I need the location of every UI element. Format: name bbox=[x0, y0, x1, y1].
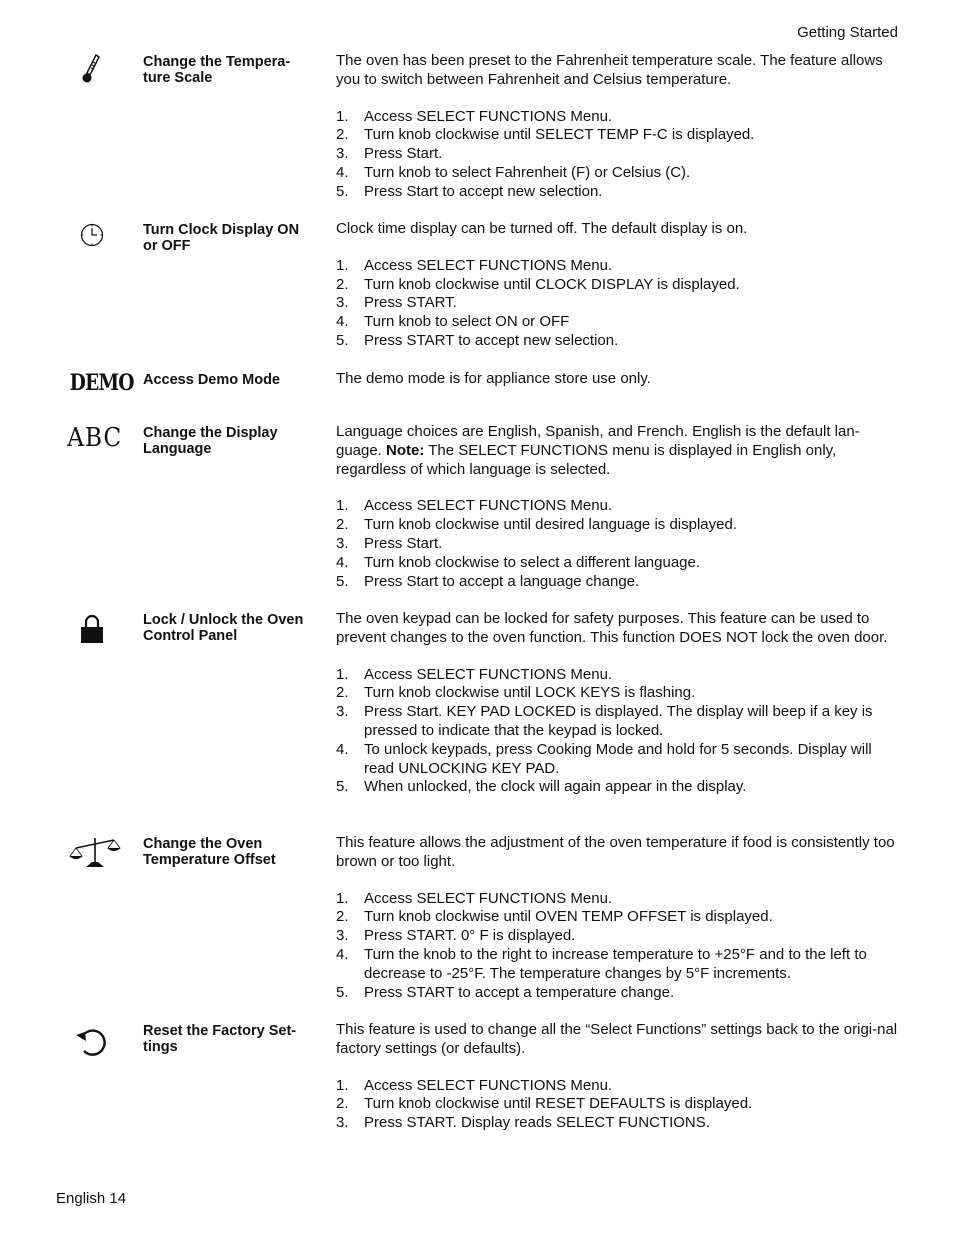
step-item: 1. Access SELECT FUNCTIONS Menu. bbox=[336, 107, 613, 125]
step-item: 5. Press Start to accept new selection. bbox=[336, 182, 603, 200]
step-item: 1. Access SELECT FUNCTIONS Menu. bbox=[336, 256, 613, 274]
section-title bbox=[143, 836, 323, 868]
demo-icon-label: DEMO bbox=[69, 370, 134, 396]
note-label: Note: bbox=[386, 441, 425, 459]
section-title bbox=[143, 1023, 323, 1055]
step-item: 2. Turn knob clockwise until SELECT TEMP F-C is displayed. bbox=[336, 126, 755, 144]
step-item: 2. Turn knob clockwise until desired language is displayed. bbox=[336, 516, 737, 534]
step-item: 2. Turn knob clockwise until OVEN TEMP OFFSET is displayed. bbox=[336, 908, 773, 926]
step-item: 2. Turn knob clockwise until RESET DEFAULTS is displayed. bbox=[336, 1095, 753, 1113]
clock-icon bbox=[62, 222, 122, 262]
demo-icon bbox=[64, 370, 134, 410]
step-item: 3. Press START. Display reads SELECT FUNCTIONS. bbox=[336, 1114, 710, 1132]
step-item: 2. Turn knob clockwise until CLOCK DISPLAY is displayed. bbox=[336, 275, 740, 293]
section-body bbox=[336, 370, 901, 407]
step-item: 3. Press Start. bbox=[336, 145, 443, 163]
section-title bbox=[143, 372, 323, 388]
section-intro: Language choices are English, Spanish, and French. English is the default lan-guage. Note: The SELECT FUNCTIONS menu is displayed in English only, regardless of which language is selected. bbox=[336, 423, 860, 478]
title-line: Reset the Factory Set- tings bbox=[143, 1023, 297, 1055]
title-line: Access Demo Mode bbox=[143, 372, 280, 388]
step-list bbox=[336, 257, 901, 351]
step-list bbox=[336, 1077, 901, 1133]
abc-icon bbox=[64, 423, 128, 463]
section-body bbox=[336, 1021, 901, 1133]
step-item: 4. Turn knob to select ON or OFF bbox=[336, 313, 570, 331]
section-title bbox=[143, 222, 323, 254]
step-item: 2. Turn knob clockwise until LOCK KEYS is flashing. bbox=[336, 684, 696, 702]
step-item: 4. Turn knob clockwise to select a different language. bbox=[336, 553, 701, 571]
section-intro: This feature allows the adjustment of the oven temperature if food is consistently too brown or too light. bbox=[336, 834, 895, 870]
step-item: 5. Press START to accept new selection. bbox=[336, 331, 619, 349]
step-item: 1. Access SELECT FUNCTIONS Menu. bbox=[336, 889, 613, 907]
page-header: Getting Started bbox=[797, 24, 898, 41]
step-item: 5. Press START to accept a temperature change. bbox=[336, 983, 675, 1001]
step-item: 4. Turn knob to select Fahrenheit (F) or Celsius (C). bbox=[336, 163, 691, 181]
section-body bbox=[336, 423, 901, 591]
section-title bbox=[143, 612, 323, 644]
step-item: 1. Access SELECT FUNCTIONS Menu. bbox=[336, 497, 613, 515]
step-list bbox=[336, 497, 901, 591]
step-item: 1. Access SELECT FUNCTIONS Menu. bbox=[336, 665, 613, 683]
thermometer-icon bbox=[62, 52, 122, 92]
abc-icon-label: ABC bbox=[67, 423, 123, 453]
lock-icon bbox=[62, 614, 122, 654]
step-item: 4. Turn the knob to the right to increase temperature to +25°F and to the left to decrease to -25°F. The temperature changes by 5°F increments. bbox=[336, 945, 867, 982]
title-line: Change the Display Language bbox=[143, 425, 278, 457]
step-item: 3. Press Start. bbox=[336, 534, 443, 552]
section-intro: Clock time display can be turned off. The default display is on. bbox=[336, 220, 748, 237]
section-body bbox=[336, 834, 901, 1002]
reset-icon bbox=[62, 1025, 122, 1065]
section-body bbox=[336, 52, 901, 202]
step-item: 1. Access SELECT FUNCTIONS Menu. bbox=[336, 1076, 613, 1094]
step-list bbox=[336, 108, 901, 202]
step-item: 5. Press Start to accept a language change. bbox=[336, 572, 640, 590]
step-item: 3. Press START. 0° F is displayed. bbox=[336, 927, 576, 945]
section-intro: The demo mode is for appliance store use only. bbox=[336, 370, 651, 387]
title-line: Turn Clock Display ON or OFF bbox=[143, 222, 300, 254]
title-line: Lock / Unlock the Oven Control Panel bbox=[143, 612, 304, 644]
balance-scale-icon bbox=[64, 834, 126, 874]
step-item: 5. When unlocked, the clock will again appear in the display. bbox=[336, 778, 747, 796]
step-list bbox=[336, 890, 901, 1003]
section-intro: This feature is used to change all the “Select Functions” settings back to the origi-nal factory settings (or defaults). bbox=[336, 1021, 898, 1057]
step-item: 3. Press START. bbox=[336, 294, 457, 312]
title-line: Change the Oven Temperature Offset bbox=[143, 836, 276, 868]
section-intro: The oven has been preset to the Fahrenheit temperature scale. The feature allows you to switch between Fahrenheit and Celsius temperature. bbox=[336, 52, 883, 88]
page-footer: English 14 bbox=[56, 1190, 127, 1207]
section-body bbox=[336, 610, 901, 797]
section-body bbox=[336, 220, 901, 351]
section-title bbox=[143, 54, 323, 86]
section-intro: The oven keypad can be locked for safety purposes. This feature can be used to prevent changes to the oven function. This function DOES NOT lock the oven door. bbox=[336, 610, 888, 646]
title-line: Change the Tempera- ture Scale bbox=[143, 54, 291, 86]
step-item: 3. Press Start. KEY PAD LOCKED is displayed. The display will beep if a key is pressed to indicate that the keypad is locked. bbox=[336, 703, 873, 739]
step-item: 4. To unlock keypads, press Cooking Mode and hold for 5 seconds. Display will read UNLOCKING KEY PAD. bbox=[336, 740, 872, 777]
section-title bbox=[143, 425, 323, 457]
step-list bbox=[336, 666, 901, 798]
